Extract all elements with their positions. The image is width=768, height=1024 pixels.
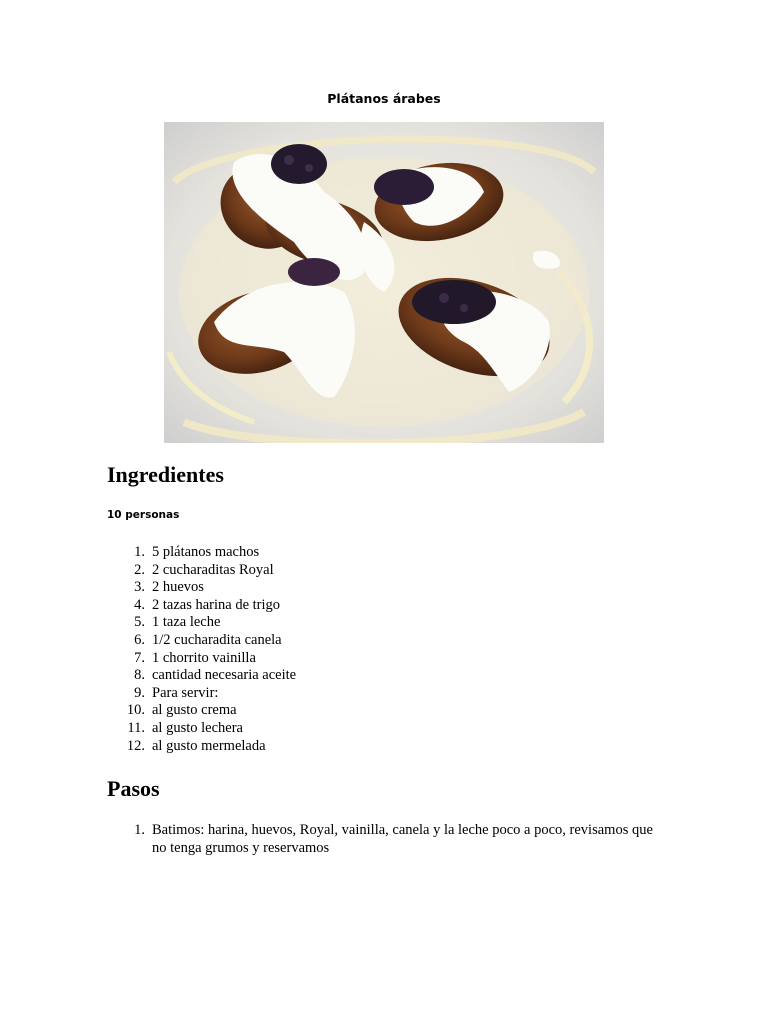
ingredient-text: 2 tazas harina de trigo xyxy=(152,596,281,613)
ingredients-heading: Ingredientes xyxy=(107,462,224,487)
step-text: Batimos: harina, huevos, Royal, vainilla, canela y la leche poco a poco, revisamos que no tenga grumos y reservamos xyxy=(152,822,653,856)
steps-heading: Pasos xyxy=(107,776,160,801)
ingredient-text: 1 taza leche xyxy=(152,614,221,631)
recipe-title: Plátanos árabes xyxy=(327,91,441,106)
list-item xyxy=(107,702,296,720)
ingredients-list xyxy=(107,544,296,755)
list-item xyxy=(107,597,296,615)
steps-list xyxy=(107,822,667,857)
ingredient-text: al gusto lechera xyxy=(152,719,243,736)
list-item xyxy=(107,632,296,650)
list-item xyxy=(107,738,296,756)
list-item xyxy=(107,822,667,857)
list-number: 2. xyxy=(134,561,145,578)
list-number: 10. xyxy=(126,702,145,719)
list-number: 1. xyxy=(134,544,145,560)
ingredient-text: al gusto crema xyxy=(152,702,237,719)
list-number: 7. xyxy=(134,649,145,666)
list-number: 12. xyxy=(126,737,145,754)
list-number: 6. xyxy=(134,631,145,648)
list-number: 3. xyxy=(134,579,145,596)
list-item xyxy=(107,720,296,738)
ingredient-text: 2 huevos xyxy=(152,579,204,596)
list-number: 9. xyxy=(134,684,145,701)
ingredient-text: Para servir: xyxy=(152,684,219,701)
ingredient-text: al gusto mermelada xyxy=(152,737,266,754)
list-item xyxy=(107,544,296,562)
list-item xyxy=(107,579,296,597)
list-item xyxy=(107,614,296,632)
ingredient-text: 2 cucharaditas Royal xyxy=(152,561,274,578)
ingredient-text: 1/2 cucharadita canela xyxy=(152,631,282,648)
ingredient-text: cantidad necesaria aceite xyxy=(152,667,297,684)
list-number: 5. xyxy=(134,614,145,631)
list-item xyxy=(107,667,296,685)
ingredient-text: 1 chorrito vainilla xyxy=(152,649,256,666)
list-number: 4. xyxy=(134,596,145,613)
list-item xyxy=(107,650,296,668)
list-item xyxy=(107,562,296,580)
list-number: 11. xyxy=(127,719,145,736)
list-item xyxy=(107,685,296,703)
servings-label: 10 personas xyxy=(107,509,180,521)
list-number: 8. xyxy=(134,667,145,684)
list-number: 1. xyxy=(134,822,145,838)
ingredient-text: 5 plátanos machos xyxy=(152,544,260,560)
recipe-photo xyxy=(164,122,604,443)
